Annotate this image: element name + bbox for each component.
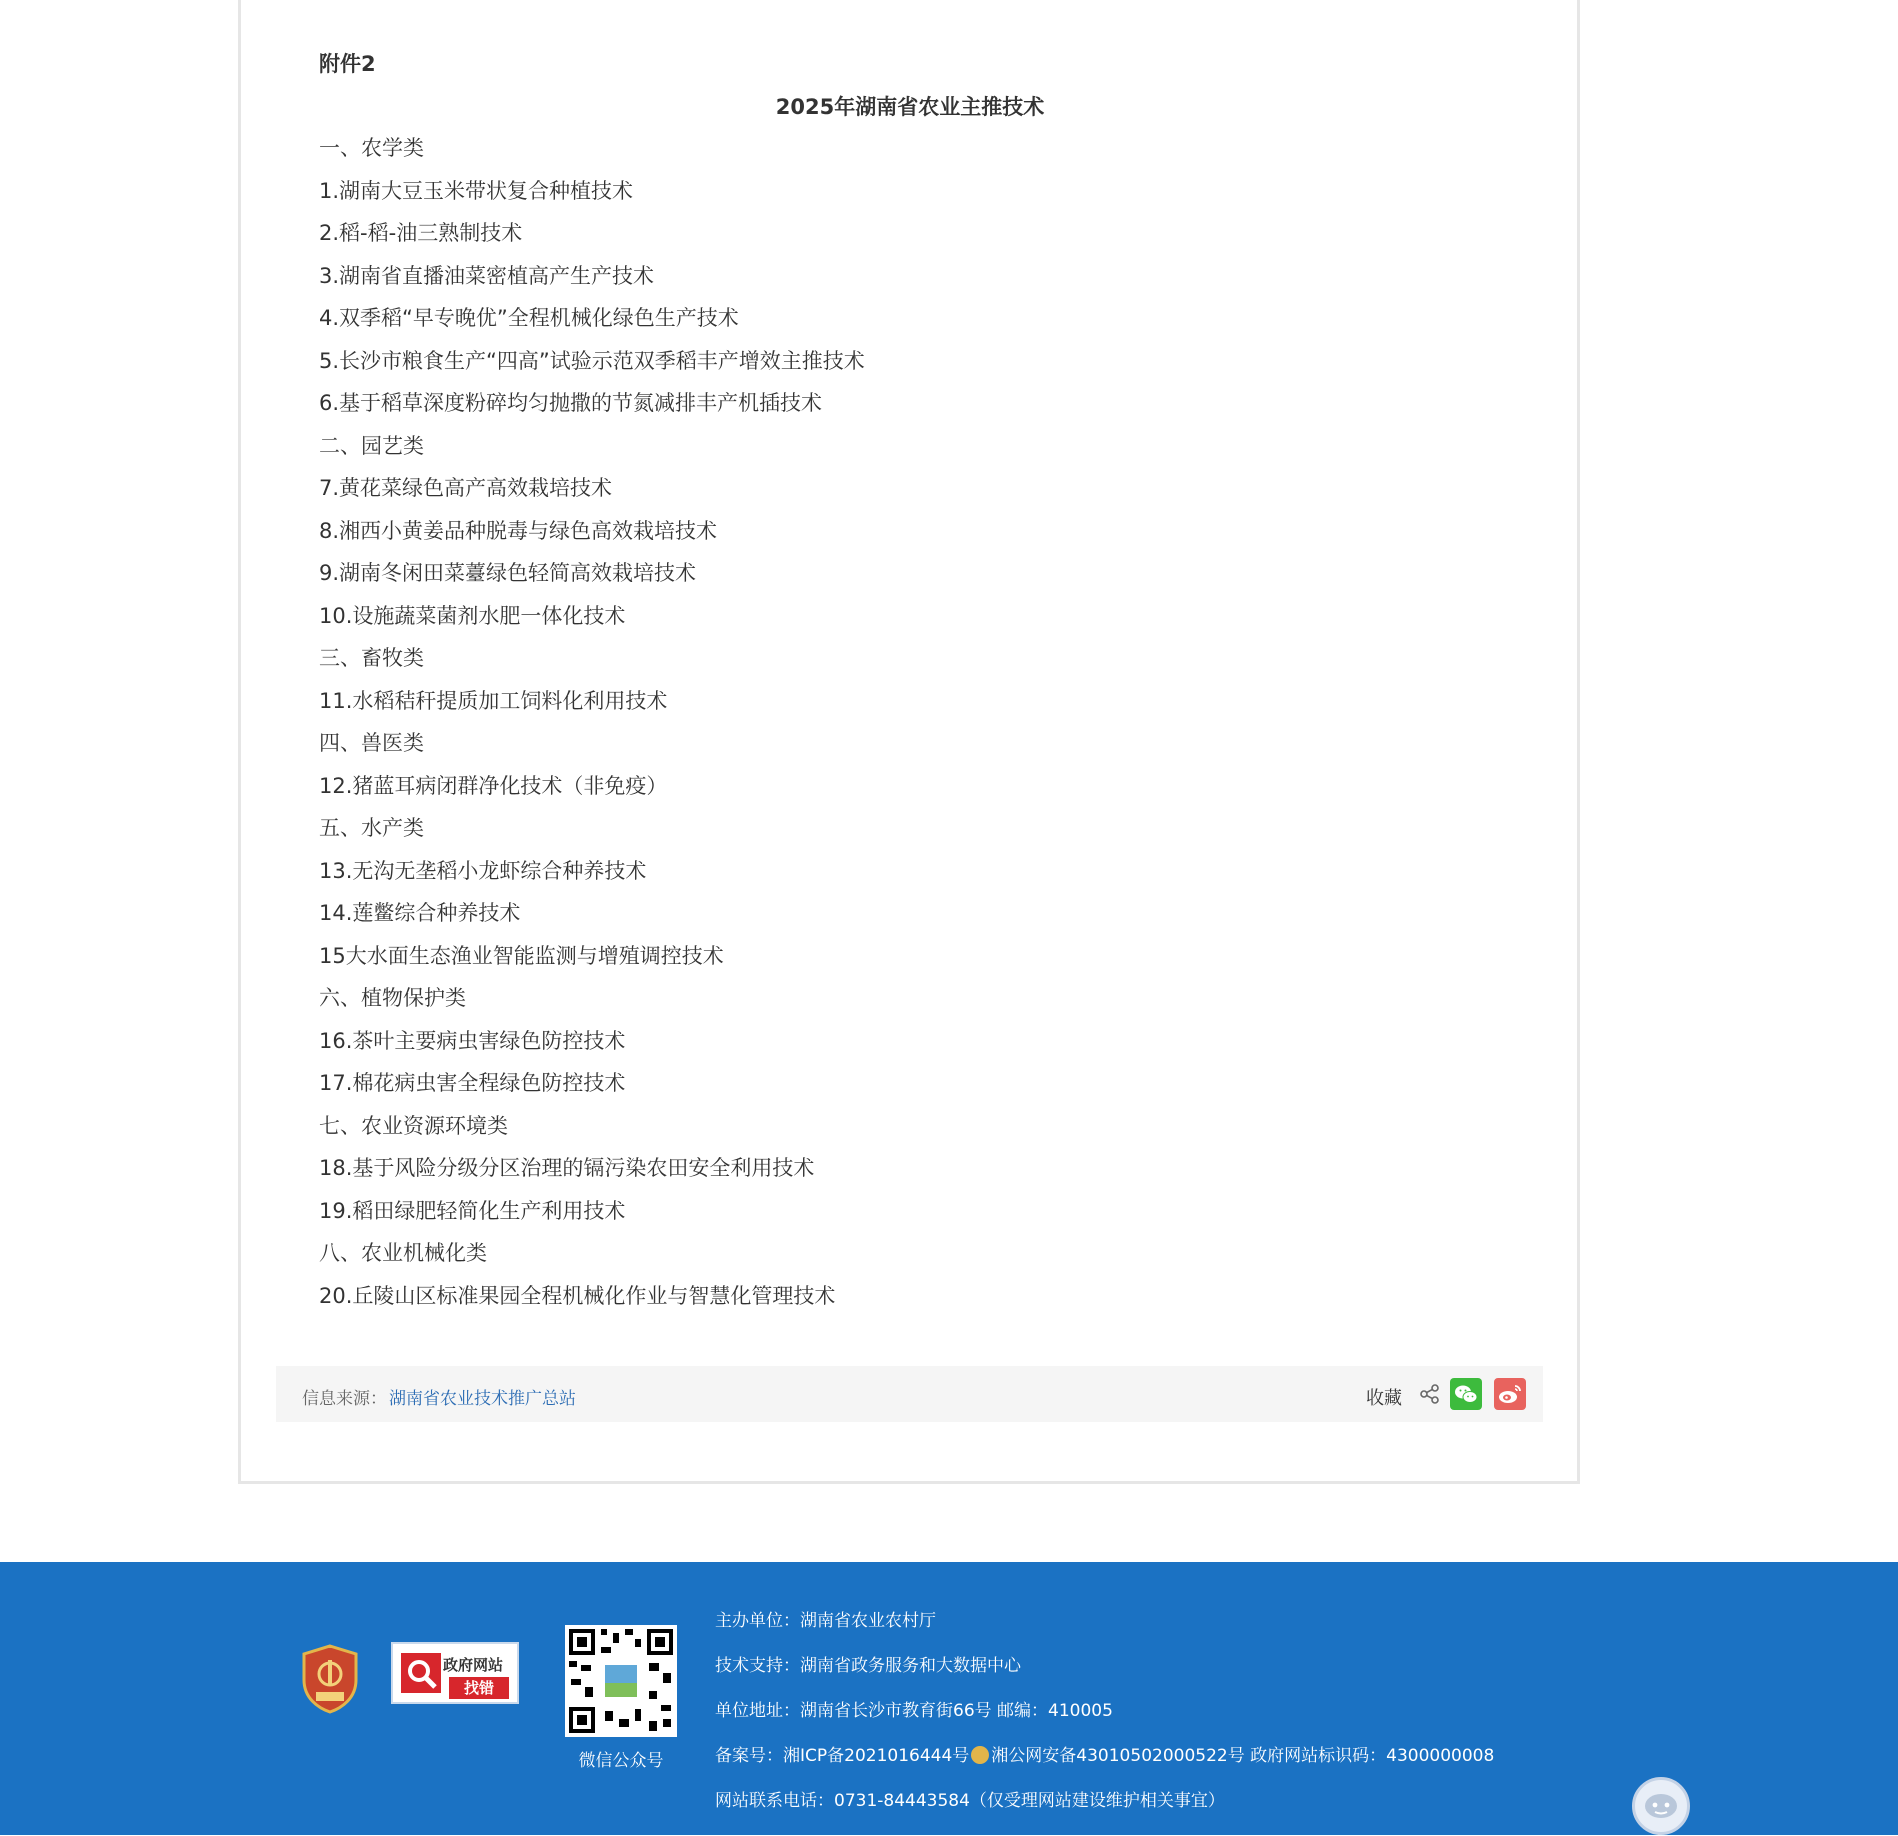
footer-tech-support: 技术支持：湖南省政务服务和大数据中心 bbox=[715, 1656, 1021, 1676]
police-badge-icon bbox=[971, 1746, 989, 1764]
list-item: 17.棉花病虫害全程绿色防控技术 bbox=[319, 1071, 626, 1095]
footer bbox=[0, 1562, 1898, 1835]
list-item: 14.莲鳖综合种养技术 bbox=[319, 901, 521, 925]
list-item: 8.湘西小黄姜品种脱毒与绿色高效栽培技术 bbox=[319, 518, 718, 543]
list-item: 18.基于风险分级分区治理的镉污染农田安全利用技术 bbox=[319, 1156, 815, 1180]
favorite-button[interactable]: 收藏 bbox=[1366, 1388, 1402, 1409]
wechat-icon[interactable] bbox=[1450, 1378, 1482, 1410]
magnifier-icon bbox=[401, 1653, 441, 1693]
footer-record bbox=[715, 1741, 1494, 1766]
find-error-top-label: 政府网站 bbox=[443, 1656, 504, 1674]
list-item: 19.稻田绿肥轻简化生产利用技术 bbox=[319, 1198, 626, 1223]
source-label: 信息来源： bbox=[302, 1389, 387, 1409]
footer-icp-record[interactable]: 备案号：湘ICP备2021016444号 bbox=[715, 1746, 970, 1766]
category-heading: 七、农业资源环境类 bbox=[319, 1113, 508, 1138]
list-item: 20.丘陵山区标准果园全程机械化作业与智慧化管理技术 bbox=[319, 1283, 836, 1308]
page-title: 2025年湖南省农业主推技术 bbox=[775, 95, 1045, 119]
footer-sponsor: 主办单位：湖南省农业农村厅 bbox=[715, 1611, 936, 1631]
list-item: 6.基于稻草深度粉碎均匀抛撒的节氮减排丰产机插技术 bbox=[319, 391, 823, 415]
list-item: 4.双季稻“早专晚优”全程机械化绿色生产技术 bbox=[319, 306, 739, 330]
list-item: 16.茶叶主要病虫害绿色防控技术 bbox=[319, 1028, 626, 1053]
category-heading: 四、兽医类 bbox=[319, 731, 424, 755]
find-error-bottom-label: 找错 bbox=[449, 1677, 509, 1699]
article-body bbox=[319, 136, 865, 1326]
find-error-button[interactable] bbox=[391, 1642, 519, 1704]
source-link[interactable]: 湖南省农业技术推广总站 bbox=[389, 1389, 576, 1409]
category-heading: 一、农学类 bbox=[319, 136, 424, 160]
category-heading: 五、水产类 bbox=[319, 816, 424, 840]
list-item: 13.无沟无垄稻小龙虾综合种养技术 bbox=[319, 858, 647, 883]
list-item: 11.水稻秸秆提质加工饲料化利用技术 bbox=[319, 688, 668, 713]
footer-phone: 网站联系电话：0731-84443584（仅受理网站建设维护相关事宜） bbox=[715, 1791, 1225, 1811]
weibo-icon[interactable] bbox=[1494, 1378, 1526, 1410]
party-emblem-icon[interactable] bbox=[300, 1644, 360, 1714]
list-item: 9.湖南冬闲田菜薹绿色轻简高效栽培技术 bbox=[319, 561, 697, 585]
category-heading: 八、农业机械化类 bbox=[319, 1241, 487, 1265]
qr-code-icon bbox=[565, 1625, 677, 1737]
list-item: 12.猪蓝耳病闭群净化技术（非免疫） bbox=[319, 773, 668, 798]
source-bar bbox=[276, 1366, 1543, 1422]
annex-label: 附件2 bbox=[319, 52, 376, 76]
category-heading: 六、植物保护类 bbox=[319, 986, 466, 1010]
list-item: 10.设施蔬菜菌剂水肥一体化技术 bbox=[319, 603, 626, 628]
qr-label: 微信公众号 bbox=[578, 1751, 664, 1771]
share-icon[interactable] bbox=[1419, 1383, 1441, 1405]
list-item: 2.稻-稻-油三熟制技术 bbox=[319, 221, 523, 245]
footer-police-record[interactable]: 湘公网安备43010502000522号 政府网站标识码：4300000008 bbox=[991, 1746, 1495, 1766]
list-item: 1.湖南大豆玉米带状复合种植技术 bbox=[319, 178, 634, 203]
category-heading: 三、畜牧类 bbox=[319, 646, 424, 670]
list-item: 7.黄花菜绿色高产高效栽培技术 bbox=[319, 476, 613, 500]
list-item: 5.长沙市粮食生产“四高”试验示范双季稻丰产增效主推技术 bbox=[319, 348, 865, 373]
category-heading: 二、园艺类 bbox=[319, 433, 424, 458]
footer-address: 单位地址：湖南省长沙市教育街66号 邮编：410005 bbox=[715, 1701, 1113, 1721]
chatbot-icon[interactable] bbox=[1632, 1777, 1690, 1835]
list-item: 15大水面生态渔业智能监测与增殖调控技术 bbox=[319, 943, 724, 968]
list-item: 3.湖南省直播油菜密植高产生产技术 bbox=[319, 263, 655, 288]
